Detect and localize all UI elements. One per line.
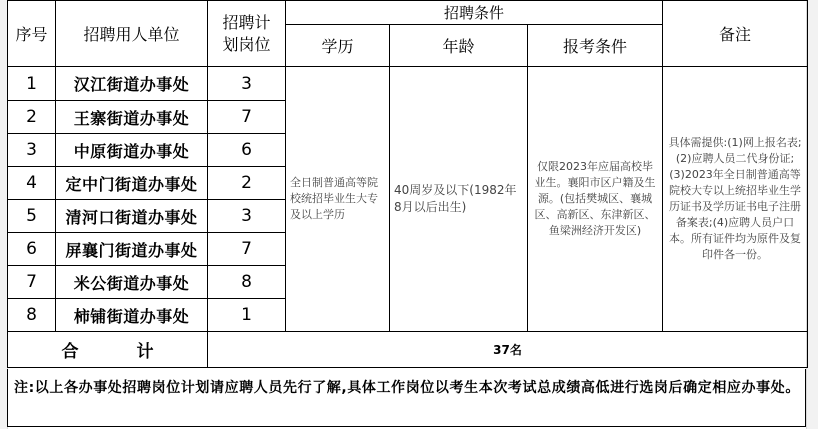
- age-cell: [390, 67, 528, 332]
- total-label-right: 计: [136, 342, 154, 362]
- row-seq: 2: [8, 101, 56, 134]
- row-positions: 1: [208, 299, 286, 332]
- row-positions: 7: [208, 101, 286, 134]
- row-unit: 王寨街道办事处: [56, 101, 208, 134]
- header-conditions: 招聘条件: [286, 1, 663, 25]
- requirements-cell: [528, 67, 663, 332]
- row-seq: 8: [8, 299, 56, 332]
- row-seq: 6: [8, 233, 56, 266]
- row-positions: 3: [208, 67, 286, 101]
- remarks-cell: [663, 67, 808, 332]
- header-positions-text: 招聘计划岗位: [222, 12, 271, 54]
- header-remarks: 备注: [663, 1, 808, 67]
- row-unit: 中原街道办事处: [56, 134, 208, 167]
- row-positions: 2: [208, 167, 286, 200]
- education-text: 全日制普通高等院校统招毕业生大专及以上学历: [290, 176, 378, 221]
- total-label: [8, 332, 208, 368]
- row-seq: 7: [8, 266, 56, 299]
- row-unit: 定中门街道办事处: [56, 167, 208, 200]
- header-positions: [208, 1, 286, 67]
- total-value: 37名: [208, 332, 808, 368]
- header-requirements: 报考条件: [528, 25, 663, 67]
- row-seq: 3: [8, 134, 56, 167]
- row-unit: 柿铺街道办事处: [56, 299, 208, 332]
- row-unit: 清河口街道办事处: [56, 200, 208, 233]
- note-text: 注:以上各办事处招聘岗位计划请应聘人员先行了解,具体工作岗位以考生本次考试总成绩高低进行选岗后确定相应办事处。: [14, 380, 800, 396]
- header-unit: 招聘用人单位: [56, 1, 208, 67]
- remarks-text: 具体需提供:(1)网上报名表;(2)应聘人员二代身份证;(3)2023年全日制普通高等院校大专以上统招毕业生学历证书及学历证书电子注册备案表;(4)应聘人员户口本。所有证件均为原件及复印件各一份。: [668, 136, 802, 261]
- row-positions: 7: [208, 233, 286, 266]
- header-seq: 序号: [8, 1, 56, 67]
- note-box: [7, 369, 806, 427]
- age-text: 40周岁及以下(1982年8月以后出生): [394, 183, 517, 214]
- row-positions: 3: [208, 200, 286, 233]
- row-unit: 米公街道办事处: [56, 266, 208, 299]
- row-seq: 4: [8, 167, 56, 200]
- table-row: [8, 67, 808, 101]
- total-row: [8, 332, 808, 368]
- row-positions: 8: [208, 266, 286, 299]
- header-education: 学历: [286, 25, 390, 67]
- header-age: 年龄: [390, 25, 528, 67]
- requirements-text: 仅限2023年应届高校毕业生。襄阳市区户籍及生源。(包括樊城区、襄城区、高新区、东津新区、鱼梁洲经济开发区): [534, 160, 656, 237]
- education-cell: [286, 67, 390, 332]
- row-unit: 汉江街道办事处: [56, 67, 208, 101]
- recruitment-table: [7, 0, 808, 368]
- row-unit: 屏襄门街道办事处: [56, 233, 208, 266]
- row-positions: 6: [208, 134, 286, 167]
- total-label-left: 合: [61, 342, 79, 362]
- row-seq: 5: [8, 200, 56, 233]
- row-seq: 1: [8, 67, 56, 101]
